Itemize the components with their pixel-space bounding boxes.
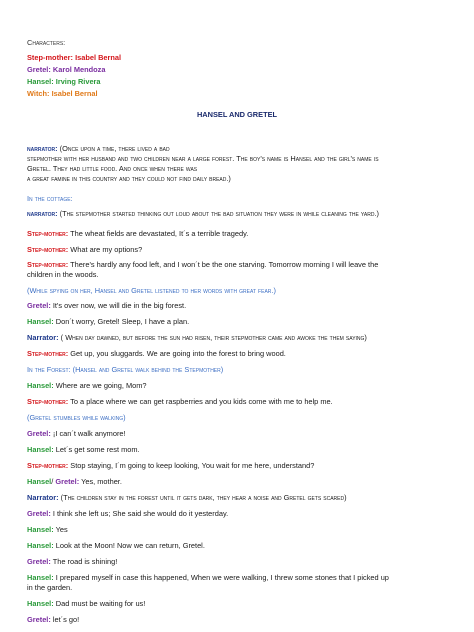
- dialogue-line: Gretel: It's over now, we will die in the big forest.: [27, 301, 187, 310]
- dialogue-line: Step-mother: Stop staying, I´m going to keep looking, You wait for me here, understand?: [27, 461, 315, 470]
- narrator-intro: narrator: (Once upon a time, there lived a bad stepmother with her husband and two children near a large forest. The boy's name is Hansel and the girl's name is Gretel. They had little food. And once when there was a great famine in this country and they could not find daily bread.): [27, 144, 379, 183]
- cast-item-witch: Witch: Isabel Bernal: [27, 89, 98, 98]
- play-title: HANSEL AND GRETEL: [196, 110, 278, 119]
- dialogue-line: Step-mother: What are my options?: [27, 245, 143, 254]
- cast-item-hansel: Hansel: Irving Rivera: [27, 77, 101, 86]
- stage-direction-forest: In the Forest: (Hansel and Gretel walk behind the Stepmother): [27, 365, 224, 374]
- dialogue-line: Hansel: Let´s get some rest mom.: [27, 445, 140, 454]
- narrator-line-3: Narrator: ( When day dawned, but before the sun had risen, their stepmother came and awoke the them saying): [27, 333, 367, 342]
- dialogue-line: Hansel: Where are we going, Mom?: [27, 381, 147, 390]
- dialogue-line: Hansel: I prepared myself in case this happened, When we were walking, I threw some stones that I picked up in the garden.: [27, 573, 389, 592]
- dialogue-line: Hansel: Yes: [27, 525, 68, 534]
- dialogue-line: Hansel: Dad must be waiting for us!: [27, 599, 146, 608]
- dialogue-line: Hansel/ Gretel: Yes, mother.: [27, 477, 122, 486]
- dialogue-line: Step-mother: The wheat fields are devastated, It´s a terrible tragedy.: [27, 229, 249, 238]
- stage-direction-stumble: (Gretel stumbles while walking): [27, 413, 126, 422]
- stage-direction-spying: (While spying on her, Hansel and Gretel listened to her words with great fear.): [27, 286, 276, 295]
- dialogue-line: Gretel: ¡I can´t walk anymore!: [27, 429, 126, 438]
- narrator-line-4: Narrator: (The children stay in the forest until it gets dark, they hear a noise and Gretel gets scared): [27, 493, 347, 502]
- dialogue-line: Gretel: let´s go!: [27, 615, 80, 624]
- cast-item-gretel: Gretel: Karol Mendoza: [27, 65, 106, 74]
- dialogue-line: Gretel: The road is shining!: [27, 557, 118, 566]
- dialogue-line: Step-mother: Get up, you sluggards. We are going into the forest to bring wood.: [27, 349, 286, 358]
- characters-heading: Characters:: [27, 38, 66, 47]
- cast-list: [27, 53, 452, 99]
- dialogue-line: Gretel: I think she left us; She said she would do it yesterday.: [27, 509, 229, 518]
- cast-item-stepmother: Step-mother: Isabel Bernal: [27, 53, 122, 62]
- narrator-line-2: narrator: (The stepmother started thinking out loud about the bad situation they were in while cleaning the yard.): [27, 209, 379, 218]
- dialogue-line: Step-mother: To a place where we can get raspberries and you kids come with me to help me.: [27, 397, 333, 406]
- dialogue-line: Hansel: Don´t worry, Gretel! Sleep, I have a plan.: [27, 317, 190, 326]
- dialogue-line: Step-mother: There's hardly any food left, and I won´t be the one starving. Tomorrow morning I will leave the children in the woods.: [27, 260, 379, 279]
- stage-direction-cottage: In the cottage:: [27, 194, 73, 203]
- dialogue-line: Hansel: Look at the Moon! Now we can return, Gretel.: [27, 541, 205, 550]
